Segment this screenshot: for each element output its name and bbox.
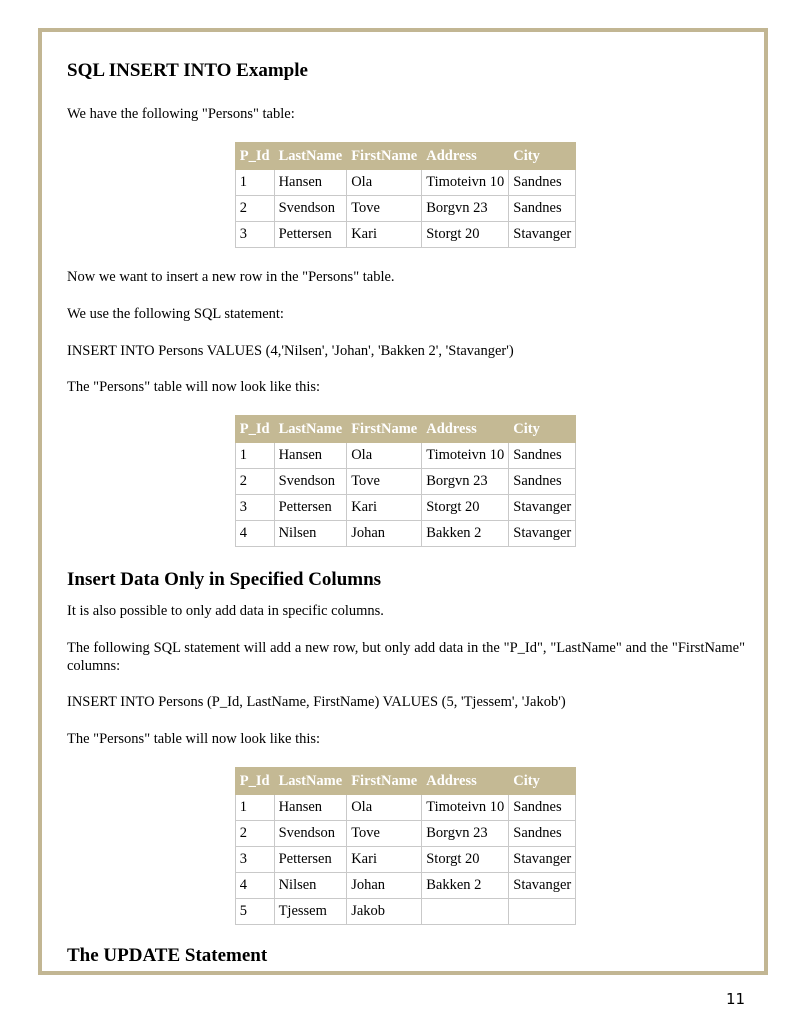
specified-columns-description: The following SQL statement will add a new row, but only add data in the "P_Id", "LastName" and the "FirstName" columns: xyxy=(67,640,745,674)
table-cell: Storgt 20 xyxy=(422,847,509,873)
table-cell: Storgt 20 xyxy=(422,222,509,248)
table-cell: Hansen xyxy=(274,795,347,821)
column-header-pid: P_Id xyxy=(235,143,274,170)
table-row xyxy=(235,847,576,873)
table-cell: 1 xyxy=(235,443,274,469)
intro-text: We have the following "Persons" table: xyxy=(67,106,295,122)
persons-table-2-wrap xyxy=(66,415,745,547)
table-cell: Storgt 20 xyxy=(422,495,509,521)
column-header-address: Address xyxy=(422,416,509,443)
table-cell: Sandnes xyxy=(509,196,576,222)
table-row xyxy=(235,821,576,847)
table-row xyxy=(235,170,576,196)
column-header-pid: P_Id xyxy=(235,416,274,443)
table-cell: Borgvn 23 xyxy=(422,469,509,495)
table-cell: Stavanger xyxy=(509,873,576,899)
table-cell: Ola xyxy=(347,795,422,821)
persons-table-1 xyxy=(235,142,577,248)
table-cell: 2 xyxy=(235,469,274,495)
table-cell: Stavanger xyxy=(509,222,576,248)
column-header-lastname: LastName xyxy=(274,143,347,170)
result-intro-2: The "Persons" table will now look like this: xyxy=(67,731,321,747)
table-cell: 2 xyxy=(235,821,274,847)
table-cell: Svendson xyxy=(274,196,347,222)
table-cell: Kari xyxy=(347,222,422,248)
sql-statement-insert: INSERT INTO Persons VALUES (4,'Nilsen', 'Johan', 'Bakken 2', 'Stavanger') xyxy=(67,343,514,359)
column-header-lastname: LastName xyxy=(274,416,347,443)
table-cell: 3 xyxy=(235,847,274,873)
table-cell: Timoteivn 10 xyxy=(422,170,509,196)
section-title-update: The UPDATE Statement xyxy=(67,945,268,966)
table-cell: 3 xyxy=(235,222,274,248)
table-cell: Tove xyxy=(347,821,422,847)
column-header-address: Address xyxy=(422,143,509,170)
column-header-city: City xyxy=(509,143,576,170)
persons-table-1-wrap xyxy=(66,142,745,248)
column-header-firstname: FirstName xyxy=(347,416,422,443)
table-cell: Nilsen xyxy=(274,521,347,547)
table-cell: Timoteivn 10 xyxy=(422,795,509,821)
table-cell: Borgvn 23 xyxy=(422,196,509,222)
statement-intro: We use the following SQL statement: xyxy=(67,306,284,322)
result-intro: The "Persons" table will now look like this: xyxy=(67,379,321,395)
table-cell: Tjessem xyxy=(274,899,347,925)
table-cell: Bakken 2 xyxy=(422,521,509,547)
table-cell: Nilsen xyxy=(274,873,347,899)
table-cell: Sandnes xyxy=(509,170,576,196)
table-cell: Stavanger xyxy=(509,521,576,547)
table-cell: Tove xyxy=(347,196,422,222)
table-cell: Pettersen xyxy=(274,222,347,248)
table-row xyxy=(235,873,576,899)
table-cell: Tove xyxy=(347,469,422,495)
table-row xyxy=(235,795,576,821)
table-cell: 5 xyxy=(235,899,274,925)
persons-table-3 xyxy=(235,767,577,925)
table-cell: Borgvn 23 xyxy=(422,821,509,847)
table-cell: 4 xyxy=(235,873,274,899)
column-header-city: City xyxy=(509,416,576,443)
table-cell: Hansen xyxy=(274,170,347,196)
table-cell: Kari xyxy=(347,495,422,521)
table-row xyxy=(235,495,576,521)
persons-table-3-wrap xyxy=(66,767,745,925)
table-cell: Svendson xyxy=(274,821,347,847)
table-cell: 4 xyxy=(235,521,274,547)
table-cell: 1 xyxy=(235,170,274,196)
table-cell: Svendson xyxy=(274,469,347,495)
table-cell xyxy=(422,899,509,925)
table-cell: Jakob xyxy=(347,899,422,925)
table-row xyxy=(235,469,576,495)
table-cell xyxy=(509,899,576,925)
table-row xyxy=(235,899,576,925)
table-cell: Stavanger xyxy=(509,495,576,521)
table-cell: Sandnes xyxy=(509,469,576,495)
column-header-firstname: FirstName xyxy=(347,143,422,170)
specified-columns-intro: It is also possible to only add data in specific columns. xyxy=(67,603,384,619)
table-cell: Johan xyxy=(347,521,422,547)
table-cell: Ola xyxy=(347,443,422,469)
table-cell: Johan xyxy=(347,873,422,899)
table-cell: 2 xyxy=(235,196,274,222)
sql-statement-insert-columns: INSERT INTO Persons (P_Id, LastName, FirstName) VALUES (5, 'Tjessem', 'Jakob') xyxy=(67,694,566,710)
table-row xyxy=(235,443,576,469)
table-cell: Sandnes xyxy=(509,821,576,847)
table-row xyxy=(235,521,576,547)
table-cell: Pettersen xyxy=(274,495,347,521)
column-header-city: City xyxy=(509,768,576,795)
table-row xyxy=(235,222,576,248)
table-cell: Bakken 2 xyxy=(422,873,509,899)
section-title-insert-into: SQL INSERT INTO Example xyxy=(67,60,308,81)
column-header-lastname: LastName xyxy=(274,768,347,795)
table-header-row xyxy=(235,768,576,795)
table-cell: Timoteivn 10 xyxy=(422,443,509,469)
persons-table-2 xyxy=(235,415,577,547)
column-header-pid: P_Id xyxy=(235,768,274,795)
section-title-specified-columns: Insert Data Only in Specified Columns xyxy=(67,569,382,590)
table-cell: Ola xyxy=(347,170,422,196)
table-cell: 3 xyxy=(235,495,274,521)
table-cell: Sandnes xyxy=(509,795,576,821)
insert-description: Now we want to insert a new row in the "Persons" table. xyxy=(67,269,395,285)
table-header-row xyxy=(235,416,576,443)
page-number: 11 xyxy=(726,990,746,1008)
table-cell: Hansen xyxy=(274,443,347,469)
table-cell: Sandnes xyxy=(509,443,576,469)
table-cell: Stavanger xyxy=(509,847,576,873)
page-content xyxy=(67,60,745,967)
table-cell: 1 xyxy=(235,795,274,821)
table-row xyxy=(235,196,576,222)
table-cell: Pettersen xyxy=(274,847,347,873)
column-header-firstname: FirstName xyxy=(347,768,422,795)
table-cell: Kari xyxy=(347,847,422,873)
column-header-address: Address xyxy=(422,768,509,795)
table-header-row xyxy=(235,143,576,170)
